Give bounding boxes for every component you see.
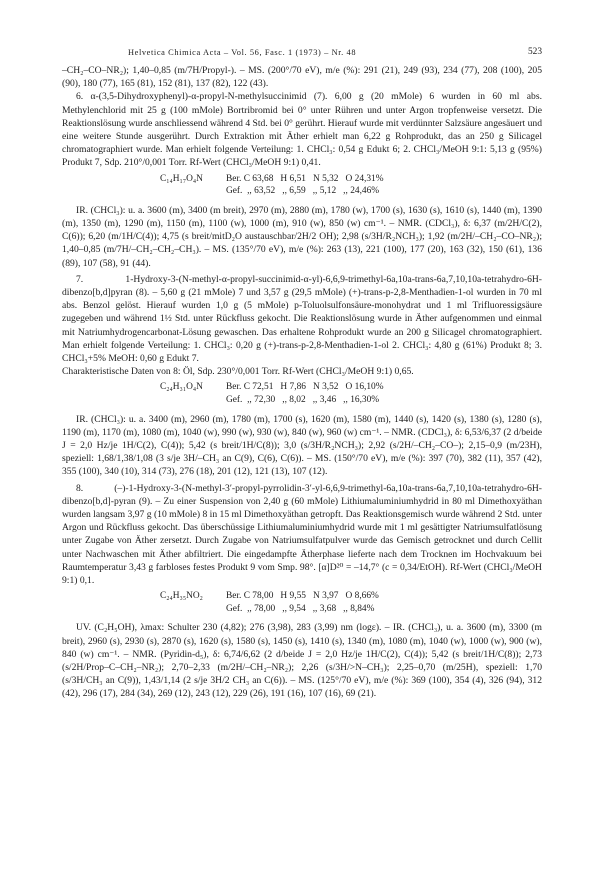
analysis-found-7: Gef. ,, 63,52 ,, 6,59 ,, 5,12 ,, 24,46% [226, 186, 380, 197]
paragraph-compound-8: 8. (–)-1-Hydroxy-3-(N-methyl-3′-propyl-pyrrolidin-3′-yl-6,6,9-trimethyl-6a,10a-trans-6a,7,10,10a-tetrahydro-6H-dibenzo[b,d]-pyran (9). – Zu einer Suspension von 2,40 g (60 mMole) Lithiumaluminiumhydrid in 80 ml Dimethoxyäthan wurden langsam 3,97 g (10 mMole) 8 in 15 ml Dimethoxyäthan getropft. Das Reaktionsgemisch wurde während 2 Std. unter Argon und Rückfluss gekocht. Das überschüssige Lithiumaluminiumhydrid wurde mit 1 ml gesättigter Natriumsulfatlösung unter Zugabe von Äther zersetzt. Durch Zugabe von Natriumsulfatpulver wurde das Gemisch getrocknet und durch Cellit unter Nachwaschen mit Äther abfiltriert. Die eingedampfte Ätherphase lieferte nach dem Trocknen im Hochvakuum bei Raumtemperatur 3,43 g farbloses festes Produkt 9 vom Smp. 98°. [α]D²⁰ = –14,7° (c = 0,34/EtOH). Rf-Wert (CHCl₃/MeOH 9:1) 0,1. [62, 482, 542, 587]
paragraph-ir-7: IR. (CHCl₃): u. a. 3600 (m), 3400 (m breit), 2970 (m), 2880 (m), 1780 (w), 1700 (s), 1630 (s), 1610 (s), 1440 (m), 1390 (m), 1350 (m), 1290 (m), 1150 (m), 1100 (w), 1000 (m), 910 (w), 850 (w) cm⁻¹. – NMR. (CDCl₃), δ: 6,37 (m/2H/C(2), C(6)); 6,20 (m/1H/C(4)); 4,75 (s breit/mitD₂O austauschbar/2H/2 OH); 2,98 (s/3H/R₂NCH₃); 1,92 (m/2H/–CH₂–CO–NR₂); 1,40–0,85 (m/7H/–CH₂–CH₂–CH₃). – MS. (135°/70 eV), m/e (%): 263 (13), 221 (100), 177 (20), 163 (32), 150 (61), 136 (89), 107 (58), 91 (44). [62, 204, 542, 269]
elemental-analysis-9 [62, 590, 542, 615]
elemental-analysis-7 [62, 173, 542, 198]
paragraph-ir-8: IR. (CHCl₃): u. a. 3400 (m), 2960 (m), 1780 (m), 1700 (s), 1620 (m), 1580 (m), 1440 (s), 1420 (s), 1380 (s), 1280 (s), 1190 (m), 1170 (m), 1080 (m), 1040 (w), 990 (w), 930 (w), 840 (w), 960 (w) cm⁻¹. – NMR. (CDCl₃), δ: 6,53/6,37 (2 d/beide J = 2,0 Hz/je 1H/C(2), C(4)); 5,42 (s breit/1H/C(8)); 3,0 (s/3H/R₂NCH₃); 2,92 (s/2H/–CH₂–CO–); 2,15–0,9 (m/23H), speziell: 1,68/1,38/1,08 (3 s/je 3H/–CH₃ an C(9), C(6), C(6)). – MS. (150°/70 eV), m/e (%): 397 (70), 382 (11), 357 (42), 355 (100), 340 (10), 314 (73), 276 (18), 201 (12), 121 (13), 107 (12). [62, 413, 542, 478]
paragraph-compound-7: 7. 1-Hydroxy-3-(N-methyl-α-propyl-succinimid-α-yl)-6,6,9-trimethyl-6a,10a-trans-6a,7,10,10a-tetrahydro-6H-dibenzo[b,d]pyran (8). – 5,60 g (21 mMole) 7 und 3,57 g (29,5 mMole) (+)-trans-p-2,8-Menthadien-1-ol wurden in 70 ml abs. Benzol gelöst. Hierauf wurden 1,0 g (5 mMole) p-Toluolsulfonsäure-monohydrat und 1 ml Trifluoressigsäure zugegeben und während 1½ Std. unter Rückfluss gekocht. Die Reaktionslösung wurde in Äther aufgenommen und einmal mit Natriumhydrogencarbonat-Lösung gewaschen. Das erhaltene Rohprodukt wurde an 200 g Silicagel chromatographiert. Man erhielt folgende Verteilung: 1. CHCl₃: 0,20 g (+)-trans-p-2,8-Menthadien-1-ol 2. CHCl₃: 4,80 g (61%) Produkt 8; 3. CHCl₃+5% MeOH: 0,60 g Edukt 7. [62, 273, 542, 365]
paragraph-compound-6: 6. α-(3,5-Dihydroxyphenyl)-α-propyl-N-methylsuccinimid (7). 6,00 g (20 mMole) 6 wurden in 60 ml abs. Methylenchlorid mit 25 g (100 mMole) Bortribromid bei 0° unter Rühren und unter Argon tropfenweise versetzt. Die Reaktionslösung wurde anschliessend während 4 Std. bei 0° gerührt. Hierauf wurde mit verdünnter Salzsäure angesäuert und eine weitere Stunde ausgerührt. Durch Extraktion mit Äther erhielt man 6,22 g Rohprodukt, das an 250 g Silicagel chromatographiert wurde. Man erhielt folgende Verteilung: 1. CHCl₃: 0,54 g Edukt 6; 2. CHCl₃/MeOH 9:1: 5,13 g (95%) Produkt 7, Sdp. 210°/0,001 Torr. Rf-Wert (CHCl₃/MeOH 9:1) 0,41. [62, 91, 542, 169]
journal-header: Helvetica Chimica Acta – Vol. 56, Fasc. 1 (1973) – Nr. 48 [128, 48, 357, 57]
elemental-analysis-8 [62, 381, 542, 406]
analysis-calc-7: Ber. C 63,68 H 6,51 N 5,32 O 24,31% [226, 173, 384, 184]
formula-7: C₁₄H₁₇O₄N [160, 173, 203, 184]
analysis-found-9: Gef. ,, 78,00 ,, 9,54 ,, 3,68 ,, 8,84% [226, 603, 375, 614]
paragraph-characteristics-8: Charakteristische Daten von 8: Öl, Sdp. 230°/0,001 Torr. Rf-Wert (CHCl₃/MeOH 9:1) 0,65. [62, 366, 414, 378]
page-number: 523 [527, 47, 542, 57]
paragraph-continuation: –CH₂–CO–NR₂); 1,40–0,85 (m/7H/Propyl-). – MS. (200°/70 eV), m/e (%): 291 (21), 249 (93), 234 (77), 208 (100), 205 (90), 180 (77), 165 (81), 152 (81), 137 (82), 122 (43). [62, 65, 542, 90]
formula-8: C₂₄H₃₁O₄N [160, 382, 203, 393]
analysis-calc-8: Ber. C 72,51 H 7,86 N 3,52 O 16,10% [226, 382, 384, 393]
formula-9: C₂₄H₃₅NO₂ [160, 591, 203, 602]
analysis-found-8: Gef. ,, 72,30 ,, 8,02 ,, 3,46 ,, 16,30% [226, 395, 380, 406]
analysis-calc-9: Ber. C 78,00 H 9,55 N 3,97 O 8,66% [226, 591, 379, 602]
paragraph-uv-9: UV. (C₂H₅OH), λmax: Schulter 230 (4,82); 276 (3,98), 283 (3,99) nm (logε). – IR. (CHCl₃), u. a. 3600 (m), 3300 (m breit), 2960 (s), 2930 (s), 2870 (s), 1620 (s), 1580 (s), 1450 (s), 1410 (s), 1340 (m), 1080 (m), 1040 (w), 1000 (w), 900 (w), 840 (w) cm⁻¹. – NMR. (Pyridin-d₅), δ: 6,74/6,62 (2 d/beide J = 2,0 Hz/je 1H/C(2), C(4)); 5,42 (s breit/1H/C(8)); 2,73 (s/2H/Prop–C–CH₂–NR₂); 2,70–2,33 (m/2H/–CH₂–NR₂); 2,26 (s/3H/>N–CH₃); 2,25–0,70 (m/25H), speziell: 1,70 (s/3H/CH₃ an C(9)), 1,43/1,14 (2 s/je 3H/2 CH₃ an C(6)). – MS. (125°/70 eV), m/e (%): 369 (100), 354 (4), 326 (94), 312 (42), 296 (17), 284 (34), 269 (12), 243 (12), 229 (26), 191 (16), 107 (16), 69 (21). [62, 622, 542, 700]
running-header [62, 46, 542, 64]
